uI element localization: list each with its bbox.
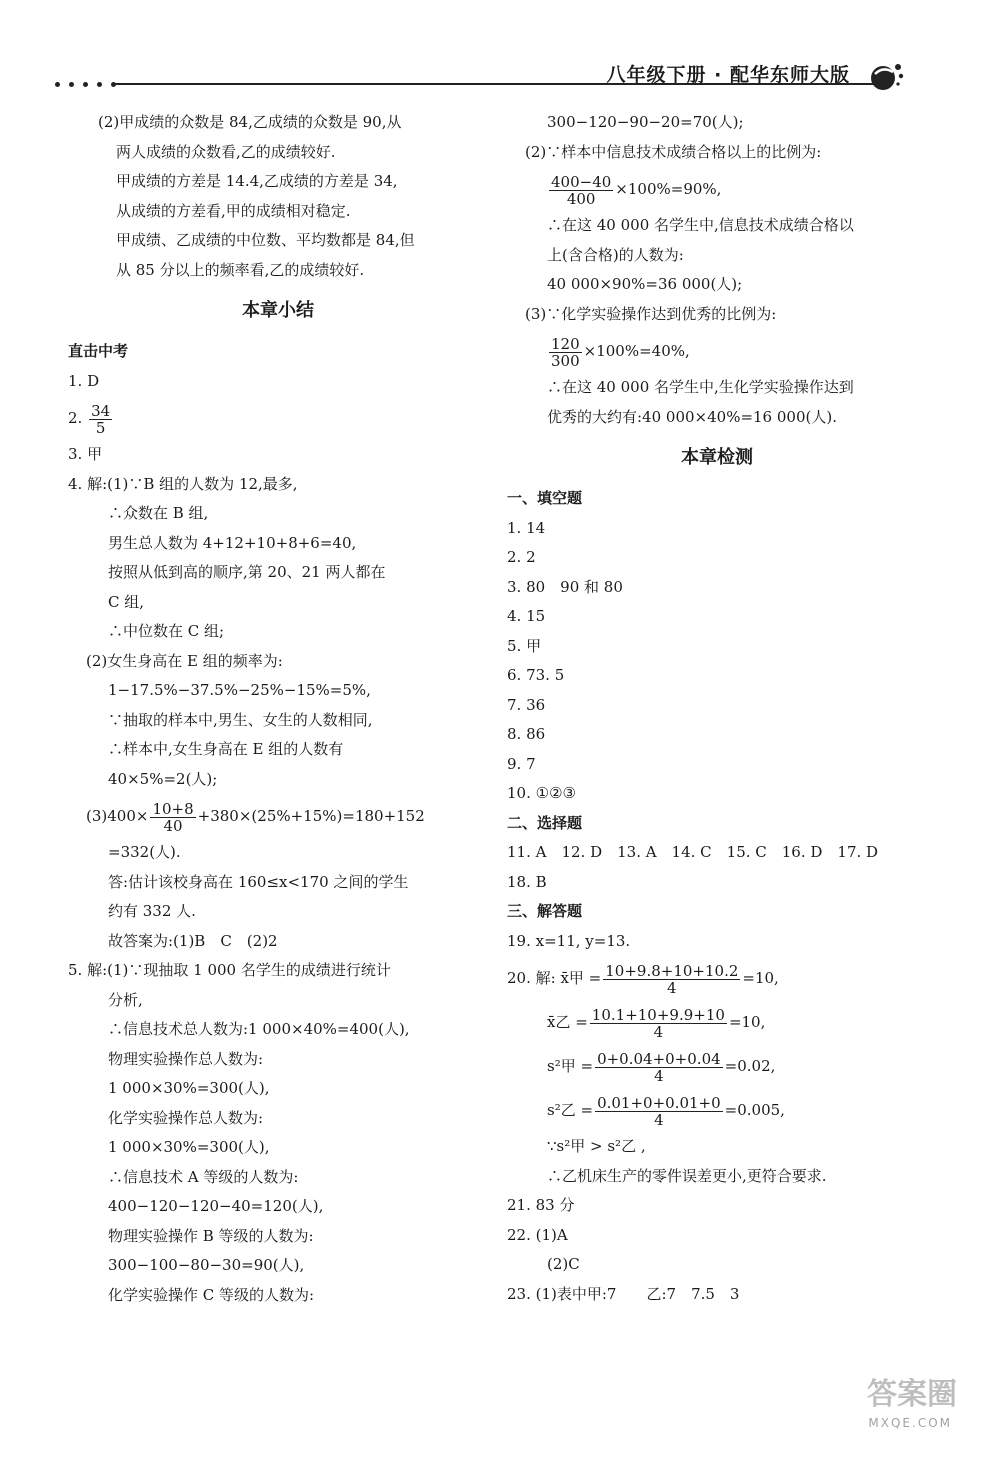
fraction-denominator: 5 <box>95 418 106 437</box>
answer-line: 1. D <box>68 371 100 390</box>
formula-line <box>507 1088 927 1132</box>
text-line: 答:估计该校身高在 160≤x<170 之间的学生 <box>108 872 409 891</box>
text-line: 1 000×30%=300(人), <box>108 1079 270 1097</box>
answer-line: 3. 甲 <box>68 445 103 463</box>
fraction <box>150 801 195 834</box>
answer-line: 10. ①②③ <box>507 784 576 802</box>
text-line: ∴在这 40 000 名学生中,生化学实验操作达到 <box>547 378 854 396</box>
answer-line: 3. 80 90 和 80 <box>507 577 623 596</box>
text-line: (2)C <box>547 1255 580 1273</box>
answer-line: 9. 7 <box>507 754 536 773</box>
fraction <box>595 1051 723 1084</box>
formula-text: (3)400× <box>86 807 149 825</box>
text-line: ∵抽取的样本中,男生、女生的人数相同, <box>108 710 373 729</box>
fraction <box>595 1095 723 1128</box>
text-line: C 组, <box>108 592 145 611</box>
text-line: 从 85 分以上的频率看,乙的成绩较好. <box>116 260 365 279</box>
watermark-logo: 答案圈 <box>867 1377 957 1412</box>
watermark <box>812 1365 962 1435</box>
watermark-url: MXQE.COM <box>868 1416 952 1430</box>
fraction-numerator: 10.1+10+9.9+10 <box>591 1005 725 1024</box>
text-line: 按照从低到高的顺序,第 20、21 两人都在 <box>108 563 386 581</box>
text-line: 1 000×30%=300(人), <box>108 1138 270 1156</box>
section-title: 本章检测 <box>681 447 753 468</box>
text-line: 分析, <box>108 990 143 1009</box>
fraction <box>549 174 613 207</box>
text-line: 300−100−80−30=90(人), <box>108 1256 305 1274</box>
fraction-denominator: 4 <box>667 978 677 997</box>
section-title: 本章小结 <box>242 300 314 321</box>
text-line: 从成绩的方差看,甲的成绩相对稳定. <box>116 201 351 220</box>
subheading: 三、解答题 <box>507 902 583 920</box>
answer-line: 6. 73. 5 <box>507 666 565 684</box>
answer-line: 7. 36 <box>507 695 546 714</box>
text-line: ∴乙机床生产的零件误差更小,更符合要求. <box>547 1166 827 1185</box>
text-line: ∴信息技术 A 等级的人数为: <box>108 1167 299 1186</box>
text-line: =332(人). <box>108 843 181 861</box>
text-line: 40×5%=2(人); <box>108 769 218 788</box>
fraction-denominator: 300 <box>551 351 580 370</box>
text-line: 化学实验操作 C 等级的人数为: <box>108 1285 315 1304</box>
header-title: 八年级下册 · 配华东师大版 <box>606 64 850 86</box>
text-line: 优秀的大约有:40 000×40%=16 000(人). <box>547 407 837 426</box>
text-line: (2)∵样本中信息技术成绩合格以上的比例为: <box>525 142 822 161</box>
answer-line: 8. 86 <box>507 725 546 743</box>
dot <box>69 82 74 87</box>
fraction-numerator: 0.01+0+0.01+0 <box>597 1093 721 1112</box>
fraction-denominator: 4 <box>654 1110 664 1129</box>
formula-text: =0.005, <box>724 1101 785 1119</box>
text-line: ∴在这 40 000 名学生中,信息技术成绩合格以 <box>547 216 854 234</box>
answer-line: 2. 2 <box>507 548 536 566</box>
text-line: ∴样本中,女生身高在 E 组的人数有 <box>108 740 344 758</box>
answer-number: 2. <box>68 409 83 427</box>
answer-line: 19. x=11, y=13. <box>507 931 631 950</box>
text-line: ∴众数在 B 组, <box>108 504 209 522</box>
text-line: (2)甲成绩的众数是 84,乙成绩的众数是 90,从 <box>98 113 402 131</box>
formula-text: 20. 解: x̄甲 = <box>507 969 602 987</box>
formula-line <box>507 329 927 373</box>
text-line: (3)∵化学实验操作达到优秀的比例为: <box>525 304 777 323</box>
fraction-numerator: 400−40 <box>551 172 612 191</box>
publisher-logo-icon <box>869 58 905 94</box>
right-column <box>507 108 927 1309</box>
fraction-denominator: 400 <box>566 189 596 208</box>
fraction-numerator: 120 <box>551 334 580 353</box>
dot <box>83 82 88 87</box>
answer-line: 4. 解:(1)∵B 组的人数为 12,最多, <box>68 474 298 493</box>
answer-line <box>68 396 488 440</box>
text-line: 甲成绩的方差是 14.4,乙成绩的方差是 34, <box>116 172 398 190</box>
text-line: 两人成绩的众数看,乙的成绩较好. <box>116 142 336 161</box>
formula-text: s²乙 = <box>547 1101 594 1119</box>
subheading: 一、填空题 <box>507 489 583 507</box>
text-line: 物理实验操作总人数为: <box>108 1049 264 1068</box>
dot <box>55 82 60 87</box>
text-line: 化学实验操作总人数为: <box>108 1108 264 1127</box>
answer-line: 18. B <box>507 872 547 891</box>
text-line: 物理实验操作 B 等级的人数为: <box>108 1226 314 1245</box>
formula-line <box>68 794 488 838</box>
formula-text: =10, <box>742 969 779 987</box>
fraction <box>89 403 112 436</box>
fraction-denominator: 40 <box>163 816 183 835</box>
subheading: 二、选择题 <box>507 813 583 832</box>
header-dots <box>55 82 116 87</box>
dot <box>97 82 102 87</box>
formula-text: ×100%=40%, <box>583 342 690 360</box>
formula-text: =0.02, <box>724 1057 776 1075</box>
fraction-numerator: 0+0.04+0+0.04 <box>597 1049 721 1068</box>
text-line: 故答案为:(1)B C (2)2 <box>108 931 278 950</box>
formula-text: s²甲 = <box>547 1057 594 1075</box>
text-line: 400−120−120−40=120(人), <box>108 1197 324 1215</box>
answer-line: 1. 14 <box>507 518 546 537</box>
text-line: 1−17.5%−37.5%−25%−15%=5%, <box>108 681 371 699</box>
fraction-numerator: 10+9.8+10+10.2 <box>605 961 739 980</box>
fraction-numerator: 10+8 <box>152 799 194 818</box>
left-column <box>68 108 488 1310</box>
text-line: (2)女生身高在 E 组的频率为: <box>86 651 283 670</box>
fraction-numerator: 34 <box>91 401 111 420</box>
page-header <box>55 52 945 102</box>
text-line: 40 000×90%=36 000(人); <box>547 275 743 293</box>
text-line: ∴中位数在 C 组; <box>108 622 225 640</box>
text-line: ∵s²甲 > s²乙 , <box>547 1137 646 1155</box>
answer-line: 4. 15 <box>507 607 546 625</box>
fraction <box>603 963 740 996</box>
text-line: 约有 332 人. <box>108 902 196 920</box>
formula-text: x̄乙 = <box>547 1013 588 1031</box>
answer-line: 21. 83 分 <box>507 1196 575 1214</box>
text-line: 男生总人数为 4+12+10+8+6=40, <box>108 533 357 552</box>
formula-line <box>507 1000 927 1044</box>
fraction <box>549 336 582 369</box>
formula-line <box>507 956 927 1000</box>
fraction-denominator: 4 <box>653 1022 664 1041</box>
answer-line: 22. (1)A <box>507 1225 568 1244</box>
answer-line: 11. A 12. D 13. A 14. C 15. C 16. D 17. D <box>507 843 879 861</box>
text-line: 300−120−90−20=70(人); <box>547 113 744 131</box>
formula-text: +380×(25%+15%)=180+152 <box>197 807 425 825</box>
formula-text: =10, <box>728 1013 766 1031</box>
fraction <box>590 1007 727 1040</box>
answer-line: 5. 解:(1)∵现抽取 1 000 名学生的成绩进行统计 <box>68 961 391 979</box>
fraction-denominator: 4 <box>654 1066 664 1085</box>
answer-line: 5. 甲 <box>507 636 542 655</box>
text-line: ∴信息技术总人数为:1 000×40%=400(人), <box>108 1020 410 1038</box>
formula-text: ×100%=90%, <box>615 180 722 198</box>
text-line: 上(含合格)的人数为: <box>547 245 684 264</box>
text-line: 甲成绩、乙成绩的中位数、平均数都是 84,但 <box>116 231 415 249</box>
formula-line <box>507 1044 927 1088</box>
formula-line <box>507 167 927 211</box>
subheading: 直击中考 <box>68 342 129 360</box>
answer-line: 23. (1)表中甲:7 乙:7 7.5 3 <box>507 1284 740 1303</box>
